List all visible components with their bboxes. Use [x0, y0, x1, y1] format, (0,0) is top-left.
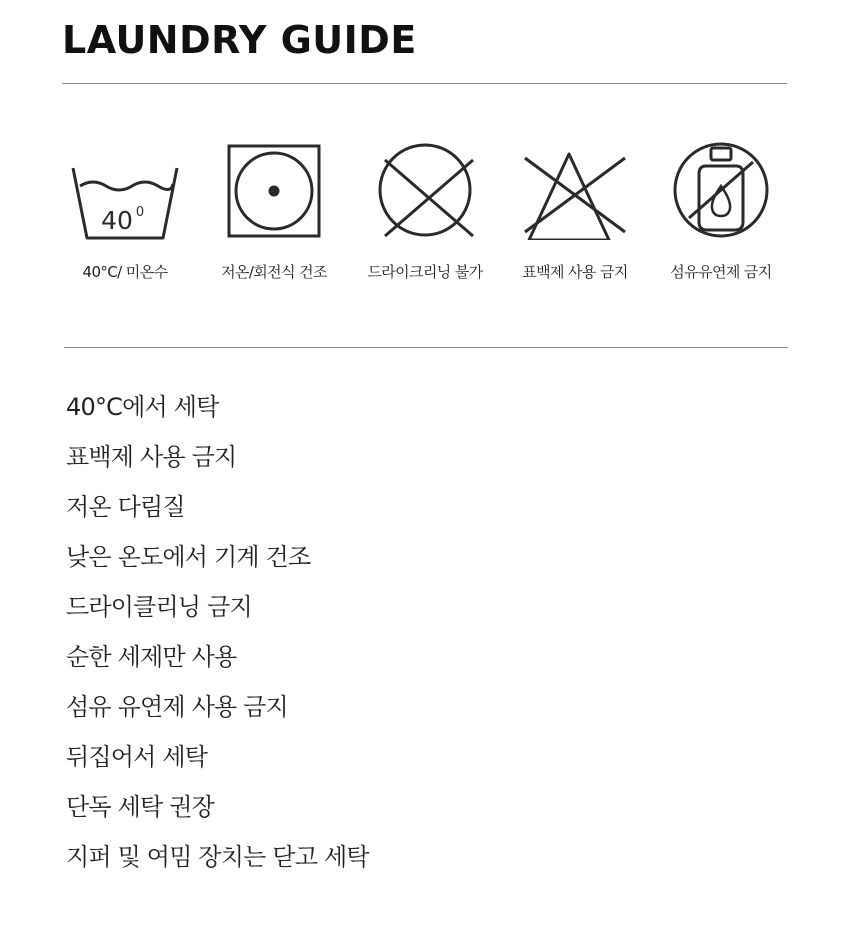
wash-40-tub-icon: [65, 140, 185, 240]
wash-temp: 40: [101, 206, 133, 235]
symbol-label: 드라이크리닝 불가: [367, 263, 483, 281]
list-item: 40°C에서 세탁: [66, 393, 219, 421]
symbol-no-bleach: [500, 140, 650, 282]
list-item: 뒤집어서 세탁: [66, 743, 208, 771]
section-divider: [64, 347, 788, 348]
symbol-tumble-dry-low: [199, 140, 349, 282]
no-fabric-softener-icon: [661, 140, 781, 240]
list-item: 단독 세탁 권장: [66, 793, 214, 821]
symbol-label: 저온/회전식 건조: [221, 263, 327, 281]
list-item: 섬유 유연제 사용 금지: [66, 693, 288, 721]
symbol-wash-40: [50, 140, 200, 282]
list-item: 지퍼 및 여밈 장치는 닫고 세탁: [66, 843, 369, 871]
care-instructions-list: [66, 384, 369, 884]
list-item: 낮은 온도에서 기계 건조: [66, 543, 311, 571]
list-item: 저온 다림질: [66, 493, 185, 521]
no-dry-clean-icon: [365, 140, 485, 240]
symbol-no-dry-clean: [350, 140, 500, 282]
page-title: LAUNDRY GUIDE: [62, 18, 417, 62]
wash-temp-sup: 0: [135, 205, 145, 220]
symbol-no-fabric-softener: [646, 140, 796, 282]
care-symbols: [0, 140, 860, 300]
list-item: 표백제 사용 금지: [66, 443, 237, 471]
no-bleach-icon: [515, 140, 635, 240]
top-divider: [62, 83, 787, 84]
list-item: 순한 세제만 사용: [66, 643, 237, 671]
list-item: 드라이클리닝 금지: [66, 593, 252, 621]
symbol-label: 40°C/ 미온수: [82, 263, 168, 281]
tumble-dry-low-icon: [214, 140, 334, 240]
symbol-label: 표백제 사용 금지: [522, 263, 628, 281]
symbol-label: 섬유유연제 금지: [670, 263, 772, 281]
